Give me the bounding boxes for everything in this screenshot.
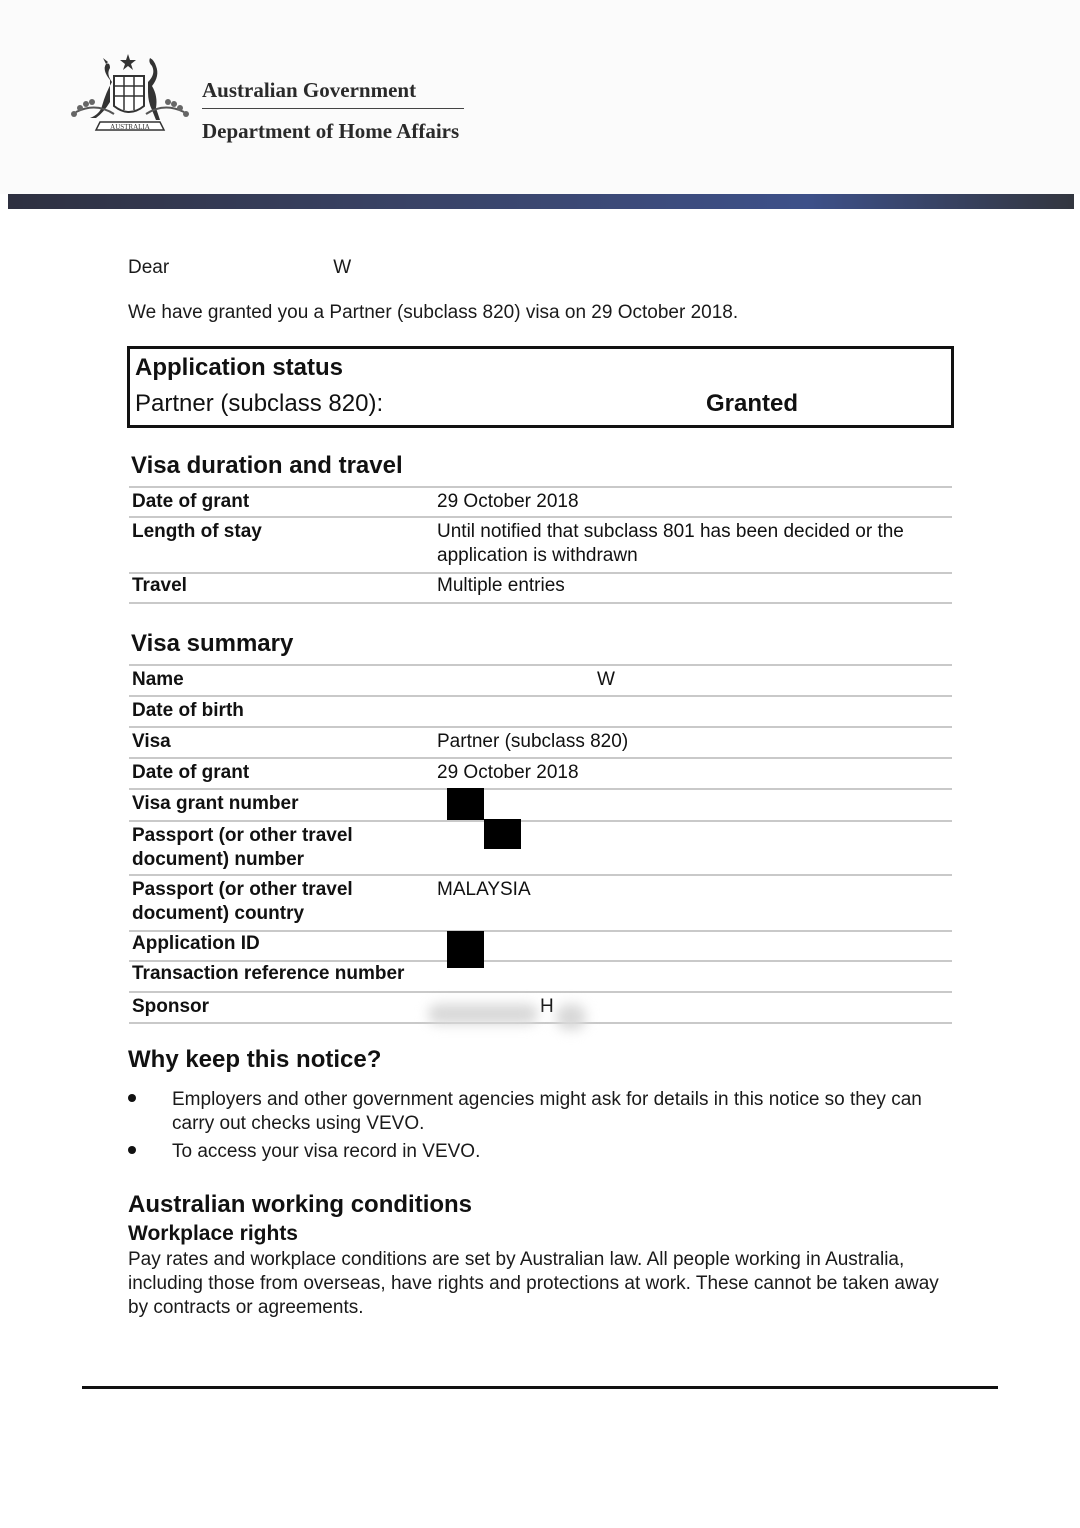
letterhead-divider [202,108,464,109]
conditions-subtitle: Workplace rights [128,1222,298,1245]
row-label: Length of stay [132,521,262,542]
coat-of-arms-icon [66,52,194,144]
table-rule [129,1022,952,1024]
row-value: Until notified that subclass 801 has been decided or the application is withdrawn [437,521,904,566]
row-value: H [540,996,554,1017]
table-row [129,790,952,820]
row-label: Date of birth [132,700,244,721]
row-value: Partner (subclass 820) [437,731,629,752]
duration-title: Visa duration and travel [131,452,403,479]
table-row [129,876,952,930]
department-name: Department of Home Affairs [202,119,460,143]
table-row [129,697,952,727]
table-row [129,822,952,874]
table-row [129,518,952,572]
government-name: Australian Government [202,78,417,102]
table-row [129,962,952,992]
greeting-word: Dear [128,257,170,278]
conditions-body: Pay rates and workplace conditions are set by Australian law. All people working in Australia, including those from overseas, have rights and protections at work. These cannot be taken away by contracts or agreements. [128,1249,939,1318]
row-label: Passport (or other travel document) country [132,879,353,924]
row-label: Travel [132,575,187,596]
table-row [129,759,952,789]
redaction-blur [556,1004,586,1030]
row-label: Date of grant [132,491,250,512]
redaction-blur [428,1004,538,1024]
status-label: Partner (subclass 820): [135,390,384,417]
crest-scroll-text: AUSTRALIA [110,123,150,131]
table-row [129,574,952,604]
row-label: Transaction reference number [132,963,405,984]
row-value: W [597,669,615,690]
bullet-dot [128,1094,136,1102]
header-band [8,194,1074,209]
redaction-block [447,788,484,820]
row-label: Visa [132,731,171,752]
table-rule [129,602,952,604]
greeting-trailing: W [333,257,352,278]
status-value: Granted [706,390,799,417]
row-label: Visa grant number [132,793,299,814]
bullet-text: To access your visa record in VEVO. [172,1141,481,1162]
row-label: Passport (or other travel document) number [132,825,353,870]
row-value: 29 October 2018 [437,762,579,783]
grant-intro: We have granted you a Partner (subclass 820) visa on 29 October 2018. [128,302,739,323]
bullet-dot [128,1146,136,1154]
table-row [129,666,952,696]
redaction-block [447,931,484,968]
application-status-box [127,346,954,428]
summary-title: Visa summary [131,630,294,657]
bullet-text: Employers and other government agencies might ask for details in this notice so they can carry out checks using VEVO. [172,1089,922,1134]
footer-rule [82,1386,998,1389]
table-row [129,728,952,758]
conditions-title: Australian working conditions [128,1191,473,1218]
letterhead [0,0,1080,194]
table-row [129,488,952,518]
table-row [129,932,952,962]
row-label: Name [132,669,184,690]
why-title: Why keep this notice? [128,1046,382,1073]
row-label: Date of grant [132,762,250,783]
status-title: Application status [135,354,344,381]
row-value: Multiple entries [437,575,565,596]
table-row [129,993,952,1023]
row-label: Application ID [132,933,260,954]
redaction-block [484,819,521,849]
greeting [128,257,351,279]
row-value: 29 October 2018 [437,491,579,512]
row-label: Sponsor [132,996,210,1017]
row-value: MALAYSIA [437,879,531,900]
